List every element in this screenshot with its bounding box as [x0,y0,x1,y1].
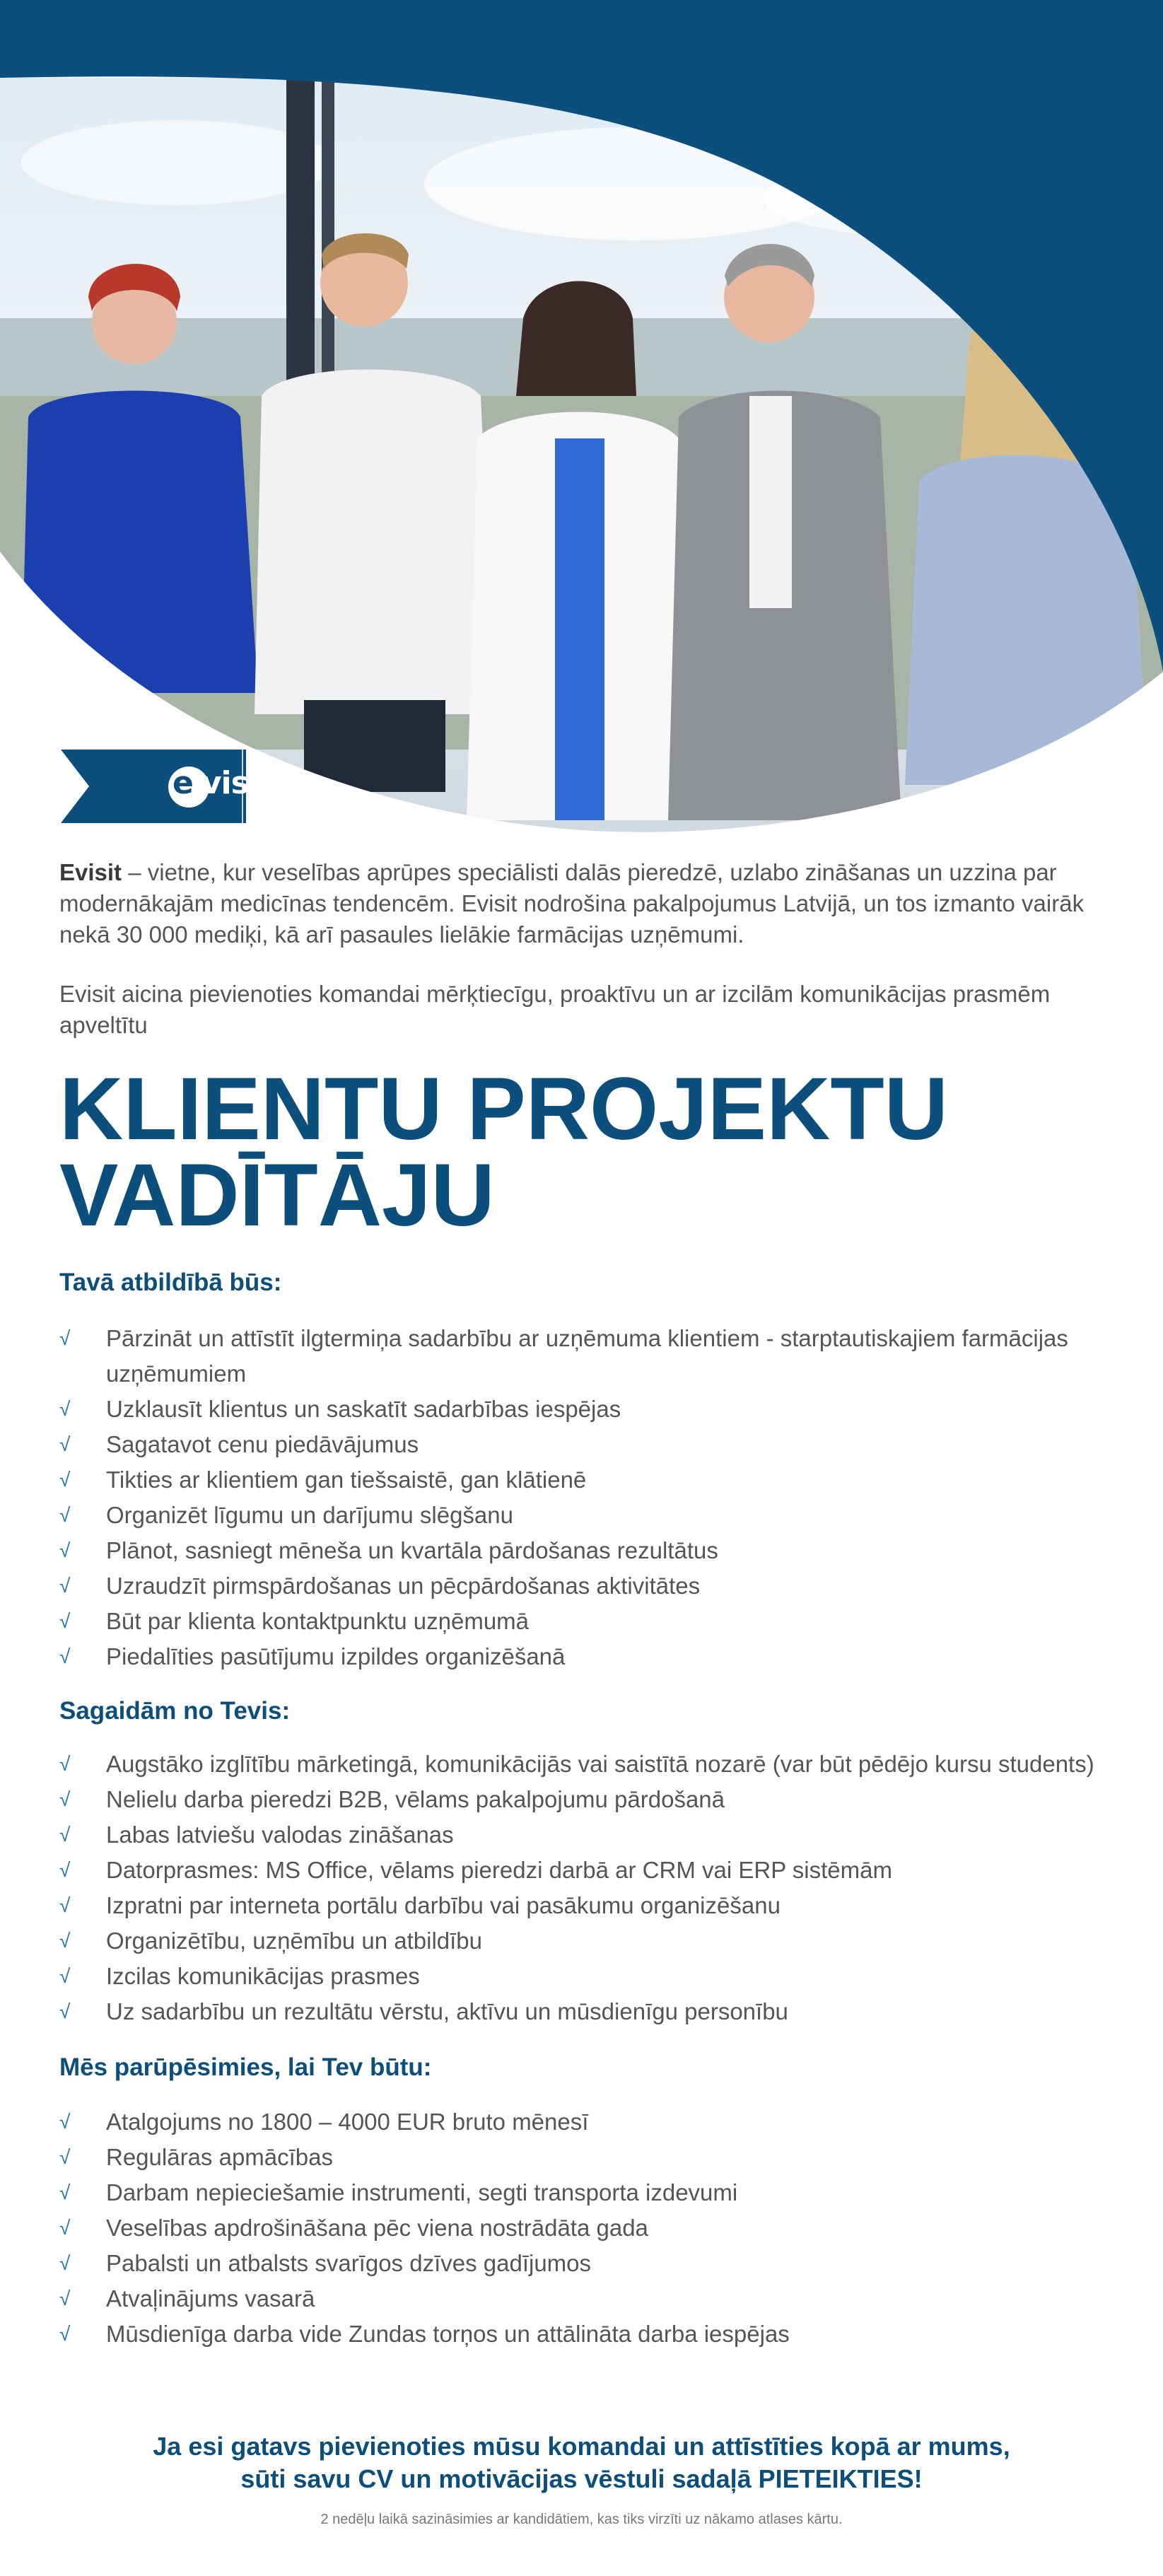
list-item [59,1427,1106,1462]
list-item-text: Izcilas komunikācijas prasmes [106,1963,420,1989]
check-icon: √ [59,2000,71,2022]
check-icon: √ [59,1824,71,1846]
check-icon: √ [59,1539,71,1561]
check-icon: √ [59,1469,71,1491]
check-icon: √ [59,2323,71,2345]
list-item [59,2281,1106,2316]
list-item-text: Tikties ar klientiem gan tiešsaistē, gan klātienē [106,1467,587,1493]
list-item-text: Pārzināt un attīstīt ilgtermiņa sadarbību ar uzņēmuma klientiem - starptautiskajiem farmācijas uzņēmumiem [106,1325,1068,1387]
check-icon: √ [59,2217,71,2239]
list-item-text: Organizētību, uzņēmību un atbildību [106,1928,483,1954]
list-item [59,1747,1106,1782]
title-line-2: VADĪTĀJU [59,1146,495,1245]
check-icon: √ [59,1894,71,1916]
check-icon: √ [59,1859,71,1881]
list-item-text: Uz sadarbību un rezultātu vērstu, aktīvu un mūsdienīgu personību [106,1998,788,2024]
list-item [59,1568,1106,1604]
check-icon: √ [59,1965,71,1987]
list-item [59,1959,1106,1994]
list-item [59,2246,1106,2281]
check-icon: √ [59,2146,71,2168]
invite-paragraph: Evisit aicina pievienoties komandai mērķtiecīgu, proaktīvu un ar izcilām komunikācijas prasmēm apveltītu [59,981,1051,1038]
list-item-text: Augstāko izglītību mārketingā, komunikācijās vai saistītā nozarē (var būt pēdējo kursu students) [106,1751,1094,1777]
list-item-text: Uzraudzīt pirmspārdošanas un pēcpārdošanas aktivitātes [106,1573,701,1599]
responsibilities-list [59,1321,1106,1674]
list-item-text: Atalgojums no 1800 – 4000 EUR bruto mēnesī [106,2109,589,2135]
list-item-text: Organizēt līgumu un darījumu slēgšanu [106,1502,513,1528]
requirements-list [59,1747,1106,2029]
list-item-text: Atvaļinājums vasarā [106,2285,315,2312]
job-ad-content [59,857,1106,2352]
list-item [59,1888,1106,1923]
check-icon: √ [59,1575,71,1597]
title-line-1: KLIENTU PROJEKTU [59,1060,949,1158]
check-icon: √ [59,1753,71,1775]
evisit-logo [61,750,273,823]
cta-line-2: sūti savu CV un motivācijas vēstuli sadaļā PIETEIKTIES! [240,2464,923,2493]
check-icon: √ [59,2111,71,2133]
hero-image [0,0,1163,849]
list-item [59,1923,1106,1959]
check-icon: √ [59,1788,71,1810]
call-to-action [0,2430,1163,2495]
responsibilities-section [59,1269,1106,1674]
list-item [59,1462,1106,1498]
list-item-text: Uzklausīt klientus un saskatīt sadarbības iespējas [106,1396,621,1422]
list-item-text: Labas latviešu valodas zināšanas [106,1822,454,1848]
list-item-text: Nelielu darba pieredzi B2B, vēlams pakalpojumu pārdošanā [106,1786,725,1812]
list-item [59,2210,1106,2246]
list-item-text: Darbam nepieciešamie instrumenti, segti transporta izdevumi [106,2179,738,2205]
list-item-text: Mūsdienīga darba vide Zundas torņos un attālināta darba iespējas [106,2321,790,2347]
position-title [59,1060,1106,1245]
list-item-text: Regulāras apmācības [106,2144,334,2170]
list-item [59,2140,1106,2175]
list-item [59,1994,1106,2029]
benefits-list [59,2104,1106,2352]
list-item-text: Piedalīties pasūtījumu izpildes organizēšanā [106,1643,566,1669]
list-item [59,1604,1106,1639]
list-item-text: Veselības apdrošināšana pēc viena nostrādāta gada [106,2215,648,2241]
check-icon: √ [59,1610,71,1632]
list-item [59,1782,1106,1817]
requirements-heading: Sagaidām no Tevis: [59,1697,291,1725]
check-icon: √ [59,2181,71,2203]
check-icon: √ [59,1645,71,1667]
list-item [59,1498,1106,1533]
list-item-text: Sagatavot cenu piedāvājumus [106,1431,419,1457]
footnote: 2 nedēļu laikā sazināsimies ar kandidātiem, kas tiks virzīti uz nākamo atlases kārtu. [320,2512,843,2527]
list-item [59,1817,1106,1853]
requirements-section [59,1697,1106,2029]
list-item [59,1639,1106,1674]
list-item-text: Būt par klienta kontaktpunktu uzņēmumā [106,1608,530,1634]
intro-paragraph [59,857,1106,950]
list-item-text: Plānot, sasniegt mēneša un kvartāla pārdošanas rezultātus [106,1537,718,1563]
check-icon: √ [59,1398,71,1420]
responsibilities-heading: Tavā atbildībā būs: [59,1269,282,1296]
check-icon: √ [59,1433,71,1455]
list-item-text: Pabalsti un atbalsts svarīgos dzīves gadījumos [106,2250,592,2276]
check-icon: √ [59,2287,71,2309]
cta-line-1: Ja esi gatavs pievienoties mūsu komandai un attīstīties kopā ar mums, [153,2432,1010,2461]
check-icon: √ [59,1930,71,1952]
list-item [59,2316,1106,2352]
benefits-heading: Mēs parūpēsimies, lai Tev būtu: [59,2053,432,2081]
benefits-section [59,2053,1106,2352]
intro-brand: Evisit [59,859,122,885]
list-item [59,1392,1106,1427]
list-item-text: Datorprasmes: MS Office, vēlams pieredzi darbā ar CRM vai ERP sistēmām [106,1857,892,1883]
logo-text: e visit [173,765,273,801]
list-item [59,2104,1106,2140]
list-item [59,1533,1106,1568]
check-icon: √ [59,2252,71,2274]
list-item [59,1853,1106,1888]
list-item [59,2175,1106,2210]
list-item-text: Izpratni par interneta portālu darbību vai pasākumu organizēšanu [106,1892,781,1918]
check-icon: √ [59,1327,71,1349]
check-icon: √ [59,1504,71,1526]
intro-text: – vietne, kur veselības aprūpes speciālisti dalās pieredzē, uzlabo zināšanas un uzzina par modernākajām medicīnas tendencēm. Evisit nodrošina pakalpojumus Latvijā, un tos izmanto vairāk nekā 30 000 mediķi, kā arī pasaules lielākie farmācijas uzņēmumi. [59,859,1085,948]
list-item [59,1321,1106,1392]
